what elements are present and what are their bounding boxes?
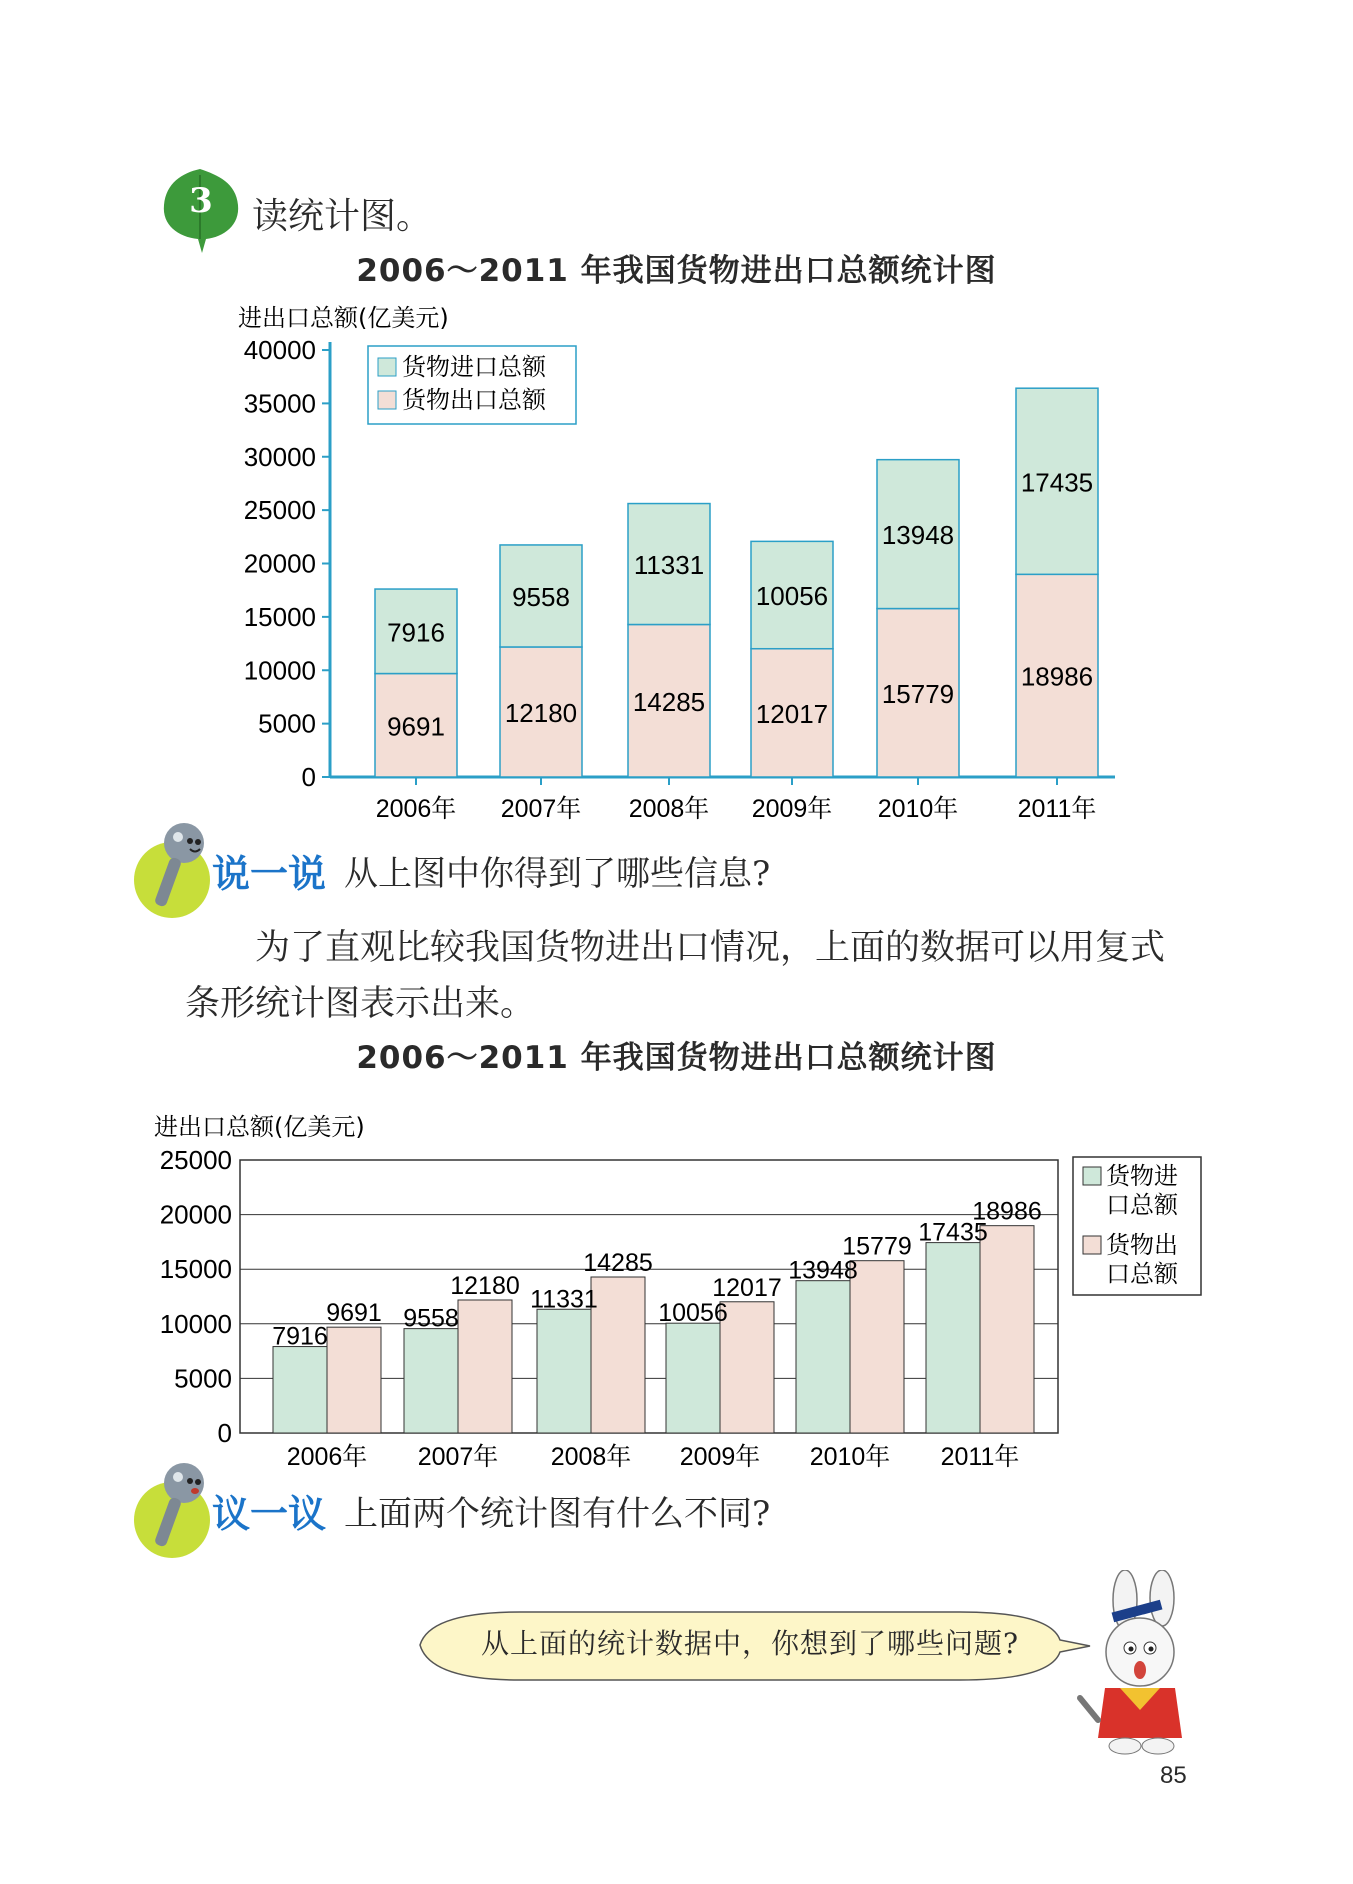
stacked-bar-chart: [0, 290, 1353, 830]
chart1-y-tick-label: 10000: [243, 655, 316, 686]
chart1-label-export: 9691: [387, 711, 445, 742]
chart2-y-tick-label: 0: [217, 1418, 232, 1448]
chart2-x-tick-label: 2010年: [809, 1443, 891, 1471]
chart1-label-import: 17435: [1020, 467, 1094, 498]
chart2-legend-swatch-export: [1083, 1236, 1101, 1254]
chart2-label-import: 9558: [403, 1304, 459, 1333]
chart1-label-export: 15779: [881, 678, 955, 709]
question-title: 读统计图。: [252, 196, 433, 237]
question-number: 3: [189, 181, 213, 221]
microphone-mascot-icon: [132, 1455, 222, 1565]
chart2-label-export: 12180: [450, 1271, 520, 1300]
chart2-bar-export: [720, 1302, 774, 1433]
chart2-bar-export: [850, 1261, 904, 1433]
chart2-x-tick-label: 2009年: [679, 1443, 761, 1471]
chart2-title: 2006～2011 年我国货物进出口总额统计图: [356, 1040, 997, 1076]
say-badge: 说一说: [212, 851, 327, 896]
chart2-x-tick-label: 2008年: [550, 1443, 632, 1471]
chart2-legend-export-line1: 货物出: [1106, 1231, 1178, 1259]
chart1-label-export: 12017: [755, 698, 829, 729]
chart2-y-tick-label: 5000: [174, 1363, 232, 1394]
chart2-bar-import: [537, 1309, 591, 1433]
chart1-label-import: 10056: [755, 581, 829, 612]
rabbit-mascot-icon: [1070, 1570, 1200, 1760]
chart1-x-tick-label: 2006年: [375, 795, 457, 823]
chart1-label-import: 13948: [881, 520, 955, 551]
chart2-x-tick-label: 2006年: [286, 1443, 368, 1471]
discuss-prompt: 上面两个统计图有什么不同?: [344, 1493, 771, 1534]
speech-bubble: [400, 1600, 1100, 1690]
chart2-label-export: 18986: [972, 1197, 1042, 1226]
chart1-label-import: 9558: [512, 581, 570, 612]
grouped-bar-chart: [0, 1100, 1353, 1480]
leaf-number-icon: [160, 165, 242, 255]
chart1-y-tick-label: 5000: [258, 708, 316, 739]
chart2-legend-import-line2: 口总额: [1106, 1191, 1178, 1219]
chart1-y-tick-label: 20000: [243, 548, 316, 579]
chart2-legend-import-line1: 货物进: [1106, 1162, 1178, 1190]
chart1-x-tick-label: 2007年: [500, 795, 582, 823]
bubble-text: 从上面的统计数据中，你想到了哪些问题?: [480, 1627, 1019, 1660]
chart1-y-tick-label: 15000: [243, 601, 316, 632]
chart2-y-tick-label: 15000: [159, 1254, 232, 1285]
chart2-x-tick-label: 2007年: [417, 1443, 499, 1471]
chart1-legend-swatch-import: [378, 358, 396, 376]
chart2-y-tick-label: 20000: [159, 1199, 232, 1230]
chart2-y-tick-label: 25000: [159, 1145, 232, 1175]
chart1-y-tick-label: 0: [301, 762, 316, 792]
say-section: [132, 815, 770, 925]
paragraph: [185, 920, 1205, 1032]
chart1-y-tick-label: 35000: [243, 388, 316, 419]
chart1-y-axis-label: 进出口总额(亿美元): [238, 304, 449, 332]
chart1-legend-export: 货物出口总额: [402, 386, 546, 414]
paragraph-line-2: 条形统计图表示出来。: [185, 984, 536, 1024]
chart1-y-tick-label: 40000: [243, 335, 316, 365]
chart2-bar-import: [796, 1281, 850, 1433]
chart2-label-export: 9691: [326, 1299, 382, 1328]
chart2-bar-import: [273, 1347, 327, 1433]
chart1-label-import: 11331: [633, 550, 705, 581]
chart1-y-tick-label: 25000: [243, 495, 316, 526]
chart1-label-export: 12180: [504, 697, 578, 728]
chart2-bar-import: [404, 1329, 458, 1433]
chart2-bar-export: [458, 1300, 512, 1433]
chart2-label-import: 13948: [788, 1256, 858, 1285]
chart1-label-import: 7916: [387, 617, 445, 648]
chart1-x-tick-label: 2008年: [628, 795, 710, 823]
paragraph-line-1: 为了直观比较我国货物进出口情况，上面的数据可以用复式: [255, 928, 1166, 968]
chart2-x-tick-label: 2011年: [940, 1443, 1020, 1471]
chart2-bar-export: [591, 1277, 645, 1433]
microphone-mascot-icon: [132, 815, 222, 925]
discuss-badge: 议一议: [212, 1491, 327, 1536]
chart1-y-tick-label: 30000: [243, 441, 316, 472]
chart2-label-export: 15779: [842, 1232, 912, 1261]
chart2-y-axis-label: 进出口总额(亿美元): [154, 1113, 365, 1141]
chart2-legend-export-line2: 口总额: [1106, 1260, 1178, 1288]
chart2-y-tick-label: 10000: [159, 1308, 232, 1339]
chart2-label-export: 12017: [712, 1273, 782, 1302]
chart2-bar-export: [980, 1226, 1034, 1433]
page-number: 85: [1160, 1762, 1187, 1789]
chart1-x-tick-label: 2010年: [877, 795, 959, 823]
chart1-legend-swatch-export: [378, 391, 396, 409]
chart2-bar-import: [666, 1323, 720, 1433]
chart2-label-export: 14285: [583, 1249, 653, 1278]
say-prompt: 从上图中你得到了哪些信息?: [344, 853, 771, 894]
chart1-title: 2006～2011 年我国货物进出口总额统计图: [356, 253, 997, 289]
discuss-section: [132, 1455, 770, 1565]
chart2-label-import: 11331: [530, 1285, 598, 1314]
chart1-x-tick-label: 2009年: [751, 795, 833, 823]
chart2-label-import: 7916: [272, 1322, 328, 1351]
chart2-legend-swatch-import: [1083, 1167, 1101, 1185]
chart2-label-import: 17435: [918, 1218, 988, 1247]
chart1-legend-import: 货物进口总额: [402, 353, 546, 381]
chart1-x-tick-label: 2011年: [1017, 795, 1097, 823]
chart1-label-export: 18986: [1020, 661, 1094, 692]
chart2-label-import: 10056: [658, 1299, 728, 1328]
chart1-label-export: 14285: [632, 686, 706, 717]
chart2-bar-import: [926, 1243, 980, 1433]
chart2-bar-export: [327, 1327, 381, 1433]
